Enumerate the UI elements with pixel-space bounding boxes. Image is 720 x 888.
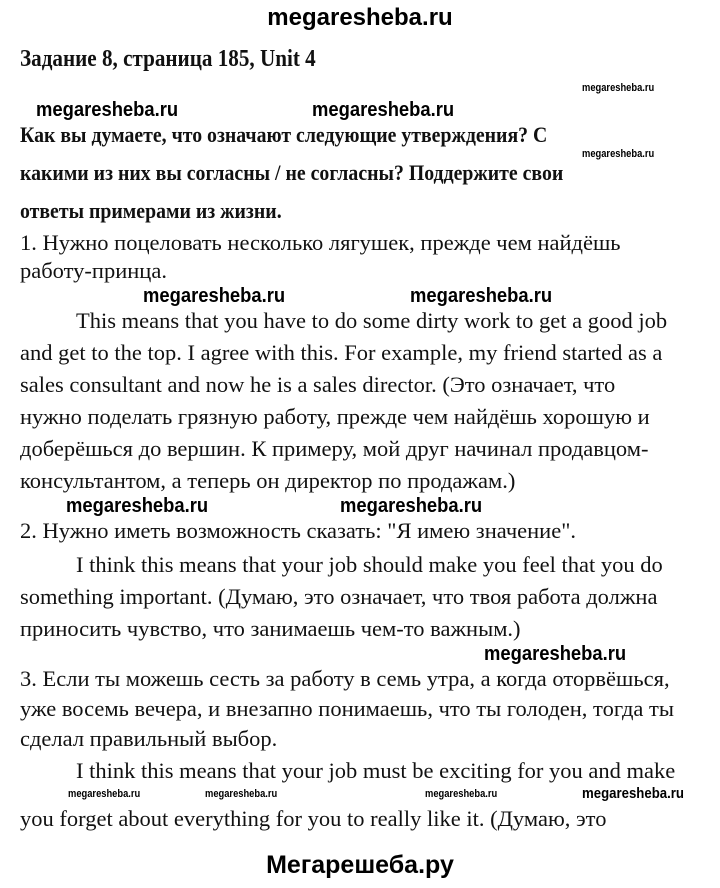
statement-line: 1. Нужно поцеловать несколько лягушек, прежде чем найдёшь <box>20 230 621 255</box>
watermark: megaresheba.ru <box>36 99 179 121</box>
watermark: megaresheba.ru <box>143 285 286 307</box>
watermark: megaresheba.ru <box>425 788 498 800</box>
question-line: какими из них вы согласны / не согласны? Поддержите свои <box>20 160 564 185</box>
watermark: megaresheba.ru <box>68 788 141 800</box>
watermark: megaresheba.ru <box>582 82 655 94</box>
answer-line: you forget about everything for you to really like it. (Думаю, это <box>20 806 607 831</box>
statement-line: уже восемь вечера, и внезапно понимаешь, что ты голоден, тогда ты <box>20 696 674 721</box>
page-title: Задание 8, страница 185, Unit 4 <box>20 46 316 72</box>
question-line: ответы примерами из жизни. <box>20 198 282 223</box>
answer-line: нужно поделать грязную работу, прежде чем найдёшь хорошую и <box>20 404 650 429</box>
answer-line: консультантом, а теперь он директор по продажам.) <box>20 468 516 493</box>
watermark: megaresheba.ru <box>484 643 627 665</box>
statement-line: сделал правильный выбор. <box>20 726 278 751</box>
watermark: megaresheba.ru <box>410 285 553 307</box>
watermark: megaresheba.ru <box>582 148 655 160</box>
answer-line: I think this means that your job must be exciting for you and make <box>76 758 676 783</box>
statement-line: работу-принца. <box>20 258 167 283</box>
answer-line: This means that you have to do some dirty work to get a good job <box>76 308 668 333</box>
answer-line: доберёшься до вершин. К примеру, мой друг начинал продавцом- <box>20 436 649 461</box>
statement-line: 3. Если ты можешь сесть за работу в семь утра, а когда оторвёшься, <box>20 666 670 691</box>
question-line: Как вы думаете, что означают следующие утверждения? С <box>20 122 548 147</box>
watermark: megaresheba.ru <box>66 495 209 517</box>
footer-site-name: Мегарешеба.ру <box>266 851 454 879</box>
watermark: megaresheba.ru <box>340 495 483 517</box>
header-site-name: megaresheba.ru <box>267 4 453 31</box>
answer-line: приносить чувство, что занимаешь чем-то важным.) <box>20 616 521 641</box>
watermark: megaresheba.ru <box>205 788 278 800</box>
watermark: megaresheba.ru <box>582 785 684 802</box>
answer-line: and get to the top. I agree with this. For example, my friend started as a <box>20 340 663 365</box>
answer-line: something important. (Думаю, это означает, что твоя работа должна <box>20 584 658 609</box>
statement-line: 2. Нужно иметь возможность сказать: "Я имею значение". <box>20 518 577 543</box>
watermark: megaresheba.ru <box>312 99 455 121</box>
answer-line: I think this means that your job should make you feel that you do <box>76 552 663 577</box>
answer-line: sales consultant and now he is a sales director. (Это означает, что <box>20 372 616 397</box>
